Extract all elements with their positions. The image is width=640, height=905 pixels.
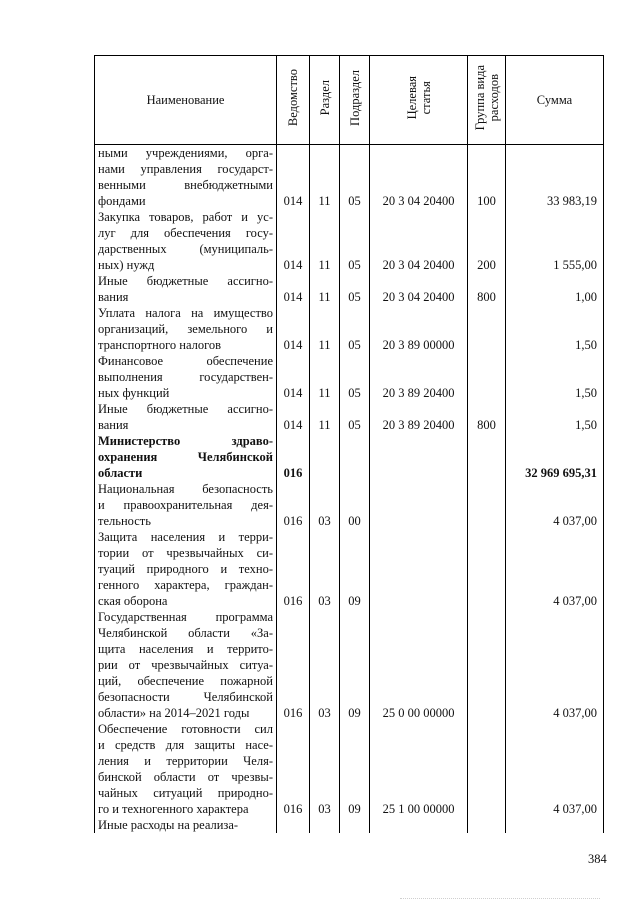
row-stat: 20 3 04 20400 (370, 145, 468, 210)
row-sum (506, 817, 604, 833)
row-podrazdel: 09 (340, 529, 370, 609)
row-stat: 20 3 04 20400 (370, 273, 468, 305)
row-name-line: ных функций (98, 386, 170, 400)
row-sum: 4 037,00 (506, 529, 604, 609)
row-podrazdel (340, 817, 370, 833)
row-razdel (310, 817, 340, 833)
header-stat-line1: Целевая (404, 76, 419, 120)
row-razdel: 11 (310, 401, 340, 433)
row-sum: 4 037,00 (506, 721, 604, 817)
row-podrazdel: 05 (340, 401, 370, 433)
row-name-line: рии от чрезвычайных ситуа- (98, 658, 273, 672)
row-grp (468, 609, 506, 721)
row-grp: 800 (468, 401, 506, 433)
row-grp: 100 (468, 145, 506, 210)
header-sum: Сумма (506, 56, 604, 145)
row-vedomstvo (277, 817, 310, 833)
row-name-line: тории от чрезвычайных си- (98, 546, 273, 560)
row-name-line: вания (98, 418, 129, 432)
row-vedomstvo: 014 (277, 353, 310, 401)
row-podrazdel: 09 (340, 721, 370, 817)
row-name (95, 529, 277, 609)
row-sum: 33 983,19 (506, 145, 604, 210)
row-name-line: ления и территории Челя- (98, 754, 273, 768)
table-header-row (95, 56, 604, 145)
row-grp (468, 481, 506, 529)
row-razdel: 11 (310, 273, 340, 305)
row-name-line: тельность (98, 514, 151, 528)
row-name-line: туаций природного и техно- (98, 562, 273, 576)
row-razdel (310, 433, 340, 481)
row-name-line: щита населения и террито- (98, 642, 273, 656)
row-sum: 1 555,00 (506, 209, 604, 273)
row-stat: 20 3 89 00000 (370, 305, 468, 353)
table-row (95, 433, 604, 481)
header-stat-cell (370, 56, 468, 145)
row-vedomstvo: 016 (277, 529, 310, 609)
row-name-line: Иные бюджетные ассигно- (98, 402, 273, 416)
row-sum: 4 037,00 (506, 609, 604, 721)
row-sum: 1,50 (506, 305, 604, 353)
row-podrazdel: 05 (340, 209, 370, 273)
row-razdel: 11 (310, 305, 340, 353)
row-grp (468, 529, 506, 609)
row-sum: 4 037,00 (506, 481, 604, 529)
table-row (95, 353, 604, 401)
row-podrazdel: 05 (340, 305, 370, 353)
row-grp (468, 817, 506, 833)
row-sum: 1,00 (506, 273, 604, 305)
row-stat: 20 3 04 20400 (370, 209, 468, 273)
table-row (95, 721, 604, 817)
row-grp (468, 433, 506, 481)
row-podrazdel: 05 (340, 145, 370, 210)
row-name-line: области (98, 466, 143, 480)
row-sum: 1,50 (506, 401, 604, 433)
row-name-line: бинской области от чрезвы- (98, 770, 273, 784)
header-stat-line2: статья (418, 81, 433, 115)
row-name-line: го и техногенного характера (98, 802, 249, 816)
row-name (95, 817, 277, 833)
row-razdel: 03 (310, 481, 340, 529)
row-name (95, 481, 277, 529)
table-row (95, 817, 604, 833)
row-podrazdel (340, 433, 370, 481)
budget-table (94, 55, 604, 833)
row-sum: 32 969 695,31 (506, 433, 604, 481)
row-name-line: охранения Челябинской (98, 450, 273, 464)
row-razdel: 11 (310, 209, 340, 273)
header-vedomstvo-cell (277, 56, 310, 145)
row-name-line: Национальная безопасность (98, 482, 273, 496)
table-row (95, 145, 604, 210)
header-grp-line2: расходов (486, 74, 501, 122)
row-stat (370, 481, 468, 529)
row-vedomstvo: 016 (277, 721, 310, 817)
row-name-line: Министерство здраво- (98, 434, 273, 448)
row-name-line: Уплата налога на имущество (98, 306, 273, 320)
row-stat: 20 3 89 20400 (370, 401, 468, 433)
row-podrazdel: 00 (340, 481, 370, 529)
table-row (95, 401, 604, 433)
row-stat: 25 0 00 00000 (370, 609, 468, 721)
row-razdel: 11 (310, 145, 340, 210)
table-body (95, 145, 604, 834)
row-grp (468, 305, 506, 353)
header-podrazdel: Подраздел (347, 70, 362, 126)
table-row (95, 609, 604, 721)
row-name-line: Иные бюджетные ассигно- (98, 274, 273, 288)
row-vedomstvo: 016 (277, 609, 310, 721)
row-stat: 25 1 00 00000 (370, 721, 468, 817)
row-name-line: и средств для защиты насе- (98, 738, 273, 752)
table-row (95, 529, 604, 609)
row-name-line: ская оборона (98, 594, 168, 608)
row-name-line: фондами (98, 194, 146, 208)
row-grp (468, 721, 506, 817)
row-name-line: и правоохранительная дея- (98, 498, 273, 512)
row-name-line: ций, обеспечение пожарной (98, 674, 273, 688)
row-grp (468, 353, 506, 401)
header-podrazdel-cell (340, 56, 370, 145)
row-name-line: генного характера, граждан- (98, 578, 273, 592)
header-stat (405, 76, 433, 119)
row-name-line: дарственных (муниципаль- (98, 242, 273, 256)
row-name-line: чайных ситуаций природно- (98, 786, 273, 800)
table-row (95, 209, 604, 273)
row-name-line: организаций, земельного и (98, 322, 273, 336)
row-name-line: Защита населения и терри- (98, 530, 273, 544)
row-razdel: 11 (310, 353, 340, 401)
header-grp-line1: Группа вида (472, 65, 487, 131)
page-number: 384 (588, 852, 607, 866)
table-row (95, 273, 604, 305)
row-razdel: 03 (310, 721, 340, 817)
row-grp: 200 (468, 209, 506, 273)
row-razdel: 03 (310, 529, 340, 609)
row-name-line: области» на 2014–2021 годы (98, 706, 250, 720)
row-podrazdel: 09 (340, 609, 370, 721)
row-podrazdel: 05 (340, 273, 370, 305)
row-vedomstvo: 014 (277, 145, 310, 210)
row-grp: 800 (468, 273, 506, 305)
row-name-line: ных) нужд (98, 258, 155, 272)
row-name-line: Челябинской области «За- (98, 626, 273, 640)
row-name-line: ными учреждениями, орга- (98, 146, 273, 160)
row-name (95, 433, 277, 481)
header-grp (473, 65, 501, 130)
row-vedomstvo: 014 (277, 401, 310, 433)
row-name (95, 145, 277, 210)
row-name-line: Обеспечение готовности сил (98, 722, 273, 736)
header-name: Наименование (95, 56, 277, 145)
row-vedomstvo: 014 (277, 305, 310, 353)
table-row (95, 481, 604, 529)
footer-line (400, 898, 600, 900)
row-name (95, 305, 277, 353)
row-stat (370, 529, 468, 609)
row-name (95, 721, 277, 817)
row-vedomstvo: 016 (277, 433, 310, 481)
row-name-line: венными внебюджетными (98, 178, 273, 192)
row-name-line: транспортного налогов (98, 338, 222, 352)
row-name (95, 401, 277, 433)
table-row (95, 305, 604, 353)
row-sum: 1,50 (506, 353, 604, 401)
row-name-line: Финансовое обеспечение (98, 354, 273, 368)
header-grp-cell (468, 56, 506, 145)
row-name-line: безопасности Челябинской (98, 690, 273, 704)
row-name-line: Иные расходы на реализа- (98, 818, 239, 832)
row-name-line: выполнения государствен- (98, 370, 273, 384)
row-name (95, 273, 277, 305)
header-vedomstvo: Ведомство (286, 69, 300, 127)
row-stat (370, 817, 468, 833)
row-name (95, 609, 277, 721)
row-name-line: вания (98, 290, 129, 304)
row-podrazdel: 05 (340, 353, 370, 401)
row-vedomstvo: 016 (277, 481, 310, 529)
row-vedomstvo: 014 (277, 209, 310, 273)
header-razdel-cell (310, 56, 340, 145)
row-name (95, 353, 277, 401)
row-stat (370, 433, 468, 481)
row-razdel: 03 (310, 609, 340, 721)
row-stat: 20 3 89 20400 (370, 353, 468, 401)
row-name (95, 209, 277, 273)
row-name-line: луг для обеспечения госу- (98, 226, 273, 240)
row-name-line: нами управления государст- (98, 162, 273, 176)
row-vedomstvo: 014 (277, 273, 310, 305)
row-name-line: Закупка товаров, работ и ус- (98, 210, 273, 224)
row-name-line: Государственная программа (98, 610, 273, 624)
header-razdel: Раздел (317, 80, 332, 116)
